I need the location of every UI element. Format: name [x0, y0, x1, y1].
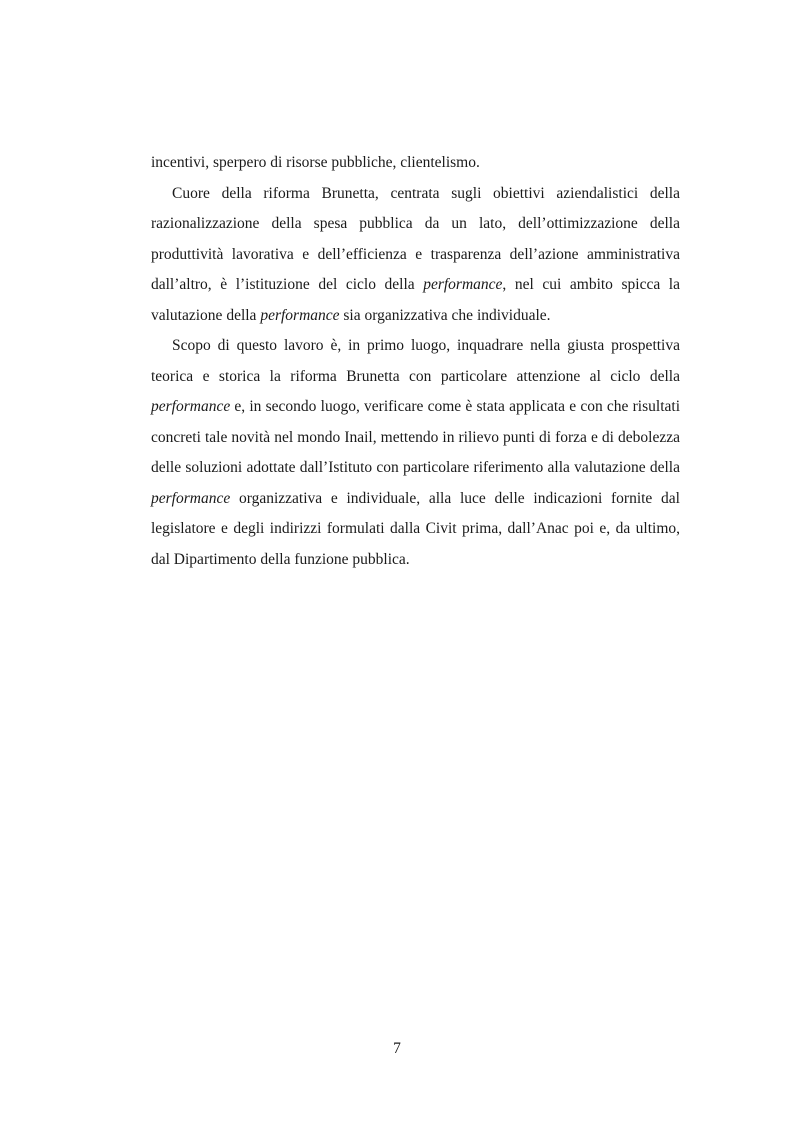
italic-term: performance [151, 489, 231, 507]
paragraph-2: Cuore della riforma Brunetta, centrata sugli obiettivi aziendalistici della razionalizzazione della spesa pubblica da un lato, dell’ottimizzazione della produttività lavorativa e dell’efficienza e trasparenza dell’azione amministrativa dall’altro, è l’istituzione del ciclo della performance, nel cui ambito spicca la valutazione della performance sia organizzativa che individuale. [151, 184, 680, 324]
page-number: 7 [393, 1040, 401, 1057]
italic-term: performance [423, 276, 503, 293]
paragraph-3: Scopo di questo lavoro è, in primo luogo, inquadrare nella giusta prospettiva teorica e storica la riforma Brunetta con particolare attenzione al ciclo della performance e, in secondo luogo, verificare come è stata applicata e con che risultati concreti tale novità nel mondo Inail, mettendo in rilievo punti di forza e di debolezza delle soluzioni adottate dall’Istituto con particolare riferimento alla valutazione della performance organizzativa e individuale, alla luce delle indicazioni fornite dal legislatore e degli indirizzi formulati dalla Civit prima, dall’Anac poi e, da ultimo, dal Dipartimento della funzione pubblica. [151, 337, 680, 568]
paragraph-1: incentivi, sperpero di risorse pubbliche, clientelismo. [151, 154, 480, 171]
body-text [151, 148, 680, 575]
italic-term: performance [260, 306, 340, 324]
italic-term: performance [151, 398, 231, 415]
